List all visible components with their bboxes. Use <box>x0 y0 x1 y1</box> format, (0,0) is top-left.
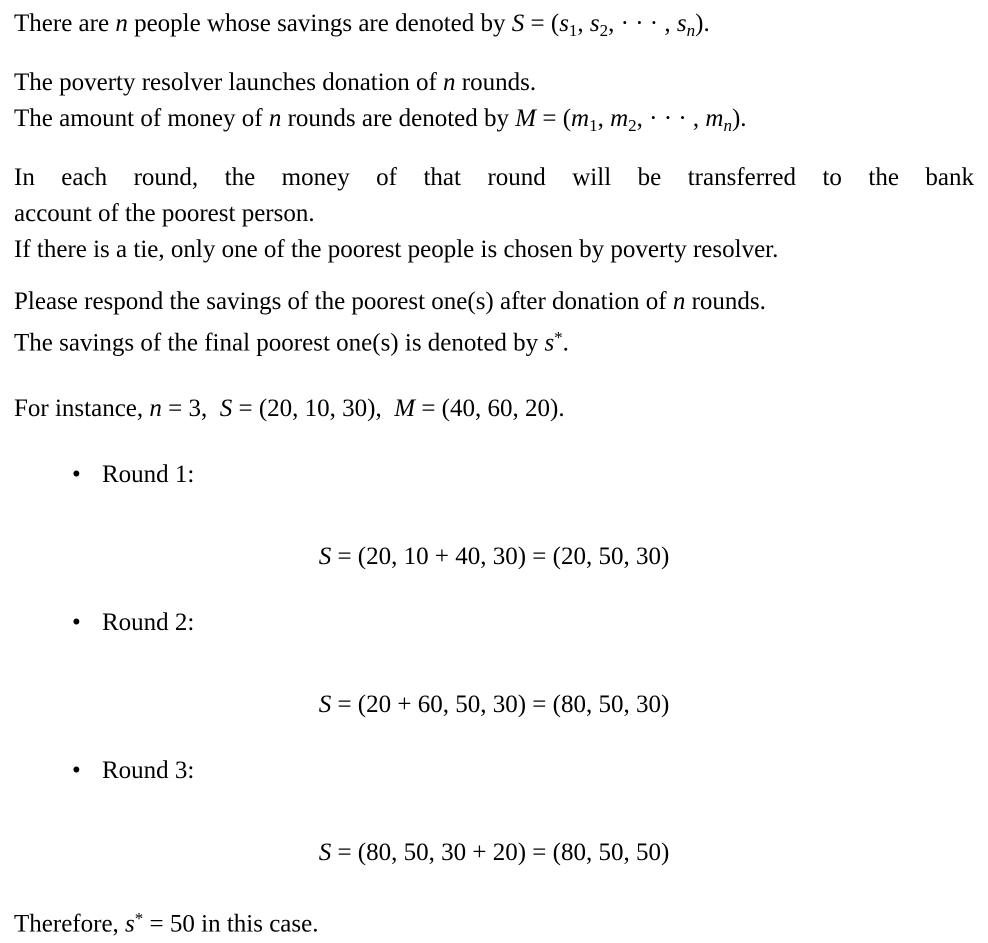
donation-line-1: The poverty resolver launches donation of n rounds. <box>14 68 537 96</box>
round-1-item <box>14 457 974 493</box>
task-line-2: The savings of the final poorest one(s) is denoted by s*. <box>14 327 569 357</box>
round-1-label: Round 1: <box>102 461 195 489</box>
round-3-equation: S = (80, 50, 30 + 20) = (80, 50, 50) <box>318 839 670 867</box>
rule-line-3: If there is a tie, only one of the poorest people is chosen by poverty resolver. <box>14 235 779 263</box>
closing-sentence: Therefore, s* = 50 in this case. <box>14 909 319 938</box>
donation-line-2: The amount of money of n rounds are denoted by M = (m1, m2, · · · , mn). <box>14 104 747 135</box>
round-2-item <box>14 605 974 641</box>
example-intro: For instance, n = 3, S = (20, 10, 30), M = (40, 60, 20). <box>14 395 565 423</box>
intro-sentence: There are n people whose savings are denoted by S = (s1, s2, · · · , sn). <box>14 10 710 40</box>
rule-line-1: In each round, the money of that round will be transferred to the bank <box>14 163 974 191</box>
donation-paragraph <box>14 65 974 144</box>
round-3-label: Round 3: <box>102 757 195 785</box>
rules-paragraph <box>14 160 974 268</box>
task-line-1: Please respond the savings of the poorest one(s) after donation of n rounds. <box>14 287 766 315</box>
rule-line-2: account of the poorest person. <box>14 199 315 227</box>
bullet-icon: • <box>72 757 81 785</box>
bullet-icon: • <box>72 461 81 489</box>
round-1-equation: S = (20, 10 + 40, 30) = (20, 50, 30) <box>318 543 670 571</box>
task-paragraph <box>14 284 974 362</box>
round-3-item <box>14 753 974 789</box>
round-2-label: Round 2: <box>102 609 195 637</box>
bullet-icon: • <box>72 609 81 637</box>
round-2-equation: S = (20 + 60, 50, 30) = (80, 50, 30) <box>318 691 670 719</box>
